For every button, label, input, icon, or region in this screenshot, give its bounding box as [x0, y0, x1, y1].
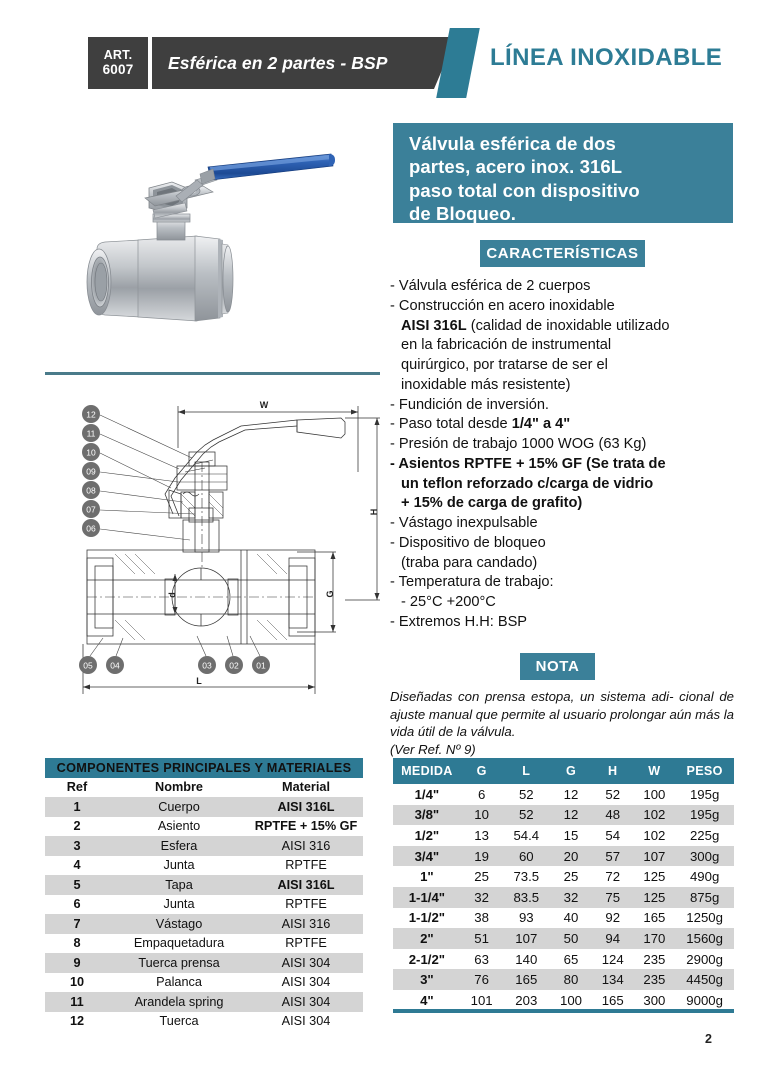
cell-material: RPTFE	[249, 856, 363, 876]
cell-w: 100	[634, 784, 676, 805]
table-row	[45, 797, 363, 817]
callout-03	[197, 636, 216, 674]
cell-ref: 3	[45, 836, 109, 856]
article-badge	[88, 37, 148, 89]
cell-nombre: Empaquetadura	[109, 934, 249, 954]
cell-material: AISI 304	[249, 953, 363, 973]
feature-item-2	[390, 317, 740, 337]
cell-g2: 25	[550, 866, 592, 887]
col-nombre: Nombre	[109, 778, 249, 798]
cell-ref: 8	[45, 934, 109, 954]
feature-text-9: - Asientos RPTFE + 15% GF (Se trata de	[390, 455, 666, 472]
cell-g1: 6	[461, 784, 503, 805]
cell-nombre: Esfera	[109, 836, 249, 856]
hero-line-2: partes, acero inox. 316L	[409, 156, 623, 178]
feature-item-3	[390, 336, 740, 356]
table-row	[45, 817, 363, 837]
cell-nombre: Tuerca prensa	[109, 953, 249, 973]
features-list	[390, 277, 740, 633]
table-row	[45, 875, 363, 895]
cell-medida: 1/4"	[393, 784, 461, 805]
feature-item-13	[390, 534, 740, 554]
cell-l: 60	[502, 846, 550, 867]
callout-06	[82, 519, 190, 540]
cell-h: 124	[592, 949, 634, 970]
cell-material: AISI 316L	[249, 797, 363, 817]
feature-item-6	[390, 396, 740, 416]
svg-text:d: d	[167, 592, 177, 598]
cell-medida: 1/2"	[393, 825, 461, 846]
cell-h: 48	[592, 805, 634, 826]
cell-l: 73.5	[502, 866, 550, 887]
cell-material: AISI 316	[249, 836, 363, 856]
cell-h: 92	[592, 908, 634, 929]
cell-l: 107	[502, 928, 550, 949]
cell-medida: 2-1/2"	[393, 949, 461, 970]
cell-h: 72	[592, 866, 634, 887]
cell-ref: 2	[45, 817, 109, 837]
cell-nombre: Tuerca	[109, 1012, 249, 1032]
callout-04	[106, 638, 124, 674]
cell-material: AISI 316	[249, 914, 363, 934]
valve-cross-section-drawing	[45, 382, 385, 712]
table-row	[45, 836, 363, 856]
cell-material: RPTFE	[249, 895, 363, 915]
article-label: ART.	[103, 48, 133, 63]
table-row	[45, 895, 363, 915]
svg-text:H: H	[369, 508, 379, 516]
table-row	[393, 887, 734, 908]
cell-nombre: Tapa	[109, 875, 249, 895]
cell-h: 94	[592, 928, 634, 949]
cell-l: 203	[502, 990, 550, 1011]
feature-item-16	[390, 593, 740, 613]
measures-table-header-row	[393, 758, 734, 784]
svg-text:W: W	[259, 400, 269, 410]
nota-line-4: (Ver Ref. Nº 9)	[390, 741, 476, 757]
svg-text:09: 09	[86, 466, 96, 477]
feature-text-4: quirúrgico, por tratarse de ser el	[401, 357, 608, 374]
cell-nombre: Junta	[109, 895, 249, 915]
measures-table-footer-rule	[393, 1009, 734, 1013]
feature-text-16: - 25°C +200°C	[401, 594, 496, 611]
callout-09	[82, 462, 178, 482]
cell-g2: 12	[550, 805, 592, 826]
hero-description-box	[393, 123, 733, 223]
cell-ref: 11	[45, 992, 109, 1012]
hero-line-1: Válvula esférica de dos	[409, 133, 616, 154]
product-title-bar	[152, 37, 434, 89]
table-row	[393, 825, 734, 846]
table-row	[393, 928, 734, 949]
cell-g1: 10	[461, 805, 503, 826]
table-row	[393, 990, 734, 1011]
col-g2: G	[550, 758, 592, 784]
cell-l: 54.4	[502, 825, 550, 846]
svg-text:L: L	[196, 676, 202, 686]
cell-g2: 65	[550, 949, 592, 970]
feature-item-15	[390, 573, 740, 593]
cell-g1: 76	[461, 969, 503, 990]
feature-text-14: (traba para candado)	[401, 554, 538, 571]
hero-line-3: paso total con dispositivo	[409, 179, 640, 201]
nota-text	[390, 688, 734, 758]
col-peso: PESO	[675, 758, 734, 784]
svg-text:04: 04	[110, 660, 120, 671]
cell-nombre: Vástago	[109, 914, 249, 934]
cell-peso: 195g	[675, 784, 734, 805]
cell-l: 93	[502, 908, 550, 929]
table-row	[45, 856, 363, 876]
product-photo	[45, 118, 385, 343]
feature-item-12	[390, 514, 740, 534]
svg-text:06: 06	[86, 523, 96, 534]
col-w: W	[634, 758, 676, 784]
cell-g2: 32	[550, 887, 592, 908]
cell-g2: 50	[550, 928, 592, 949]
cell-g1: 63	[461, 949, 503, 970]
table-row	[45, 914, 363, 934]
table-row	[393, 908, 734, 929]
table-row	[45, 973, 363, 993]
cell-nombre: Asiento	[109, 817, 249, 837]
cell-l: 52	[502, 805, 550, 826]
feature-text-10: un teflon reforzado c/carga de vidrio	[401, 475, 654, 492]
feature-item-0	[390, 277, 740, 297]
feature-text-13: - Dispositivo de bloqueo	[390, 534, 546, 551]
feature-text-11: + 15% de carga de grafito)	[401, 495, 583, 512]
feature-item-8	[390, 435, 740, 455]
cell-material: RPTFE	[249, 934, 363, 954]
cell-medida: 1"	[393, 866, 461, 887]
feature-suffix-2: (calidad de inoxidable utilizado	[466, 317, 670, 334]
hero-line-4: de Bloqueo.	[409, 202, 516, 224]
feature-text-15: - Temperatura de trabajo:	[390, 574, 554, 591]
cell-peso: 490g	[675, 866, 734, 887]
measures-table	[393, 758, 734, 1011]
components-table-body	[45, 797, 363, 1031]
cell-ref: 1	[45, 797, 109, 817]
cell-ref: 6	[45, 895, 109, 915]
cell-l: 52	[502, 784, 550, 805]
cell-w: 102	[634, 825, 676, 846]
svg-text:11: 11	[86, 428, 96, 439]
cell-nombre: Arandela spring	[109, 992, 249, 1012]
cell-ref: 12	[45, 1012, 109, 1032]
nota-line-1: Diseñadas con prensa estopa, un sistema adi-	[390, 689, 674, 704]
table-row	[45, 953, 363, 973]
cell-material: AISI 316L	[249, 875, 363, 895]
feature-bold-tail-7: 1/4" a 4"	[511, 416, 571, 433]
cell-h: 134	[592, 969, 634, 990]
cell-h: 75	[592, 887, 634, 908]
cell-nombre: Junta	[109, 856, 249, 876]
cell-material: AISI 304	[249, 973, 363, 993]
cell-w: 125	[634, 866, 676, 887]
svg-text:08: 08	[86, 485, 96, 496]
svg-text:10: 10	[86, 447, 96, 458]
col-medida: MEDIDA	[393, 758, 461, 784]
table-row	[393, 784, 734, 805]
nota-heading: NOTA	[520, 653, 595, 680]
cell-w: 235	[634, 949, 676, 970]
article-number: 6007	[102, 62, 134, 78]
cell-medida: 4"	[393, 990, 461, 1011]
feature-item-14	[390, 554, 740, 574]
cell-g2: 40	[550, 908, 592, 929]
cell-peso: 2900g	[675, 949, 734, 970]
cell-w: 165	[634, 908, 676, 929]
callout-02	[225, 636, 243, 674]
cell-nombre: Cuerpo	[109, 797, 249, 817]
cell-w: 102	[634, 805, 676, 826]
svg-text:12: 12	[86, 409, 96, 420]
cell-peso: 1250g	[675, 908, 734, 929]
cell-medida: 1-1/2"	[393, 908, 461, 929]
feature-text-2: AISI 316L	[401, 317, 467, 334]
table-row	[393, 949, 734, 970]
cell-w: 235	[634, 969, 676, 990]
caracteristicas-heading: CARACTERÍSTICAS	[480, 240, 645, 267]
cell-peso: 1560g	[675, 928, 734, 949]
cell-w: 107	[634, 846, 676, 867]
cell-peso: 4450g	[675, 969, 734, 990]
table-row	[393, 846, 734, 867]
cell-l: 165	[502, 969, 550, 990]
cell-ref: 9	[45, 953, 109, 973]
table-row	[393, 969, 734, 990]
svg-text:03: 03	[202, 660, 212, 671]
cell-medida: 1-1/4"	[393, 887, 461, 908]
ball-valve-photo-illustration	[45, 118, 385, 343]
svg-text:01: 01	[256, 660, 266, 671]
feature-text-17: - Extremos H.H: BSP	[390, 614, 528, 631]
cell-ref: 10	[45, 973, 109, 993]
svg-text:G: G	[325, 590, 335, 598]
feature-text-5: inoxidable más resistente)	[401, 376, 571, 393]
components-table	[45, 758, 363, 1031]
callout-07	[82, 500, 195, 518]
page-number: 2	[705, 1032, 712, 1046]
nota-line-3: prolongar aún más la vida útil de la válvula.	[390, 706, 734, 740]
cell-material: AISI 304	[249, 1012, 363, 1032]
col-l: L	[502, 758, 550, 784]
feature-item-4	[390, 356, 740, 376]
feature-text-1: - Construcción en acero inoxidable	[390, 297, 615, 314]
components-table-title: COMPONENTES PRINCIPALES Y MATERIALES	[45, 758, 363, 778]
cell-medida: 3"	[393, 969, 461, 990]
feature-item-17	[390, 613, 740, 633]
cell-g2: 12	[550, 784, 592, 805]
cell-w: 125	[634, 887, 676, 908]
feature-text-8: - Presión de trabajo 1000 WOG (63 Kg)	[390, 436, 647, 453]
cell-g1: 19	[461, 846, 503, 867]
cell-peso: 300g	[675, 846, 734, 867]
measures-table-body	[393, 784, 734, 1011]
technical-drawing	[45, 382, 385, 712]
cell-g1: 51	[461, 928, 503, 949]
svg-text:02: 02	[229, 660, 239, 671]
callout-01	[250, 636, 270, 674]
feature-text-0: - Válvula esférica de 2 cuerpos	[390, 278, 591, 294]
cell-ref: 7	[45, 914, 109, 934]
feature-item-10	[390, 475, 740, 495]
nota-line-2: cional de ajuste manual que permite al usuario	[390, 689, 734, 722]
table-row	[45, 992, 363, 1012]
cell-medida: 2"	[393, 928, 461, 949]
page-header	[0, 0, 763, 100]
table-row	[393, 805, 734, 826]
feature-item-7	[390, 415, 740, 435]
feature-text-6: - Fundición de inversión.	[390, 396, 549, 413]
cell-h: 52	[592, 784, 634, 805]
cell-h: 54	[592, 825, 634, 846]
feature-item-5	[390, 376, 740, 396]
cell-g2: 15	[550, 825, 592, 846]
cell-h: 57	[592, 846, 634, 867]
product-title: Esférica en 2 partes - BSP	[168, 52, 388, 73]
cell-peso: 195g	[675, 805, 734, 826]
cell-peso: 225g	[675, 825, 734, 846]
callout-05	[79, 638, 103, 674]
table-row	[45, 1012, 363, 1032]
table-row	[393, 866, 734, 887]
cell-peso: 9000g	[675, 990, 734, 1011]
col-h: H	[592, 758, 634, 784]
table-row	[45, 934, 363, 954]
cell-material: RPTFE + 15% GF	[249, 817, 363, 837]
col-g1: G	[461, 758, 503, 784]
cell-g2: 20	[550, 846, 592, 867]
cell-ref: 5	[45, 875, 109, 895]
cell-g1: 38	[461, 908, 503, 929]
components-table-header-row	[45, 778, 363, 798]
feature-item-9	[390, 455, 740, 475]
feature-text-7: - Paso total desde	[390, 416, 512, 433]
svg-text:05: 05	[83, 660, 93, 671]
cell-w: 300	[634, 990, 676, 1011]
cell-l: 83.5	[502, 887, 550, 908]
cell-w: 170	[634, 928, 676, 949]
cell-g2: 100	[550, 990, 592, 1011]
line-title: LÍNEA INOXIDABLE	[490, 44, 723, 71]
cell-nombre: Palanca	[109, 973, 249, 993]
feature-item-11	[390, 494, 740, 514]
cell-medida: 3/8"	[393, 805, 461, 826]
feature-item-1	[390, 297, 740, 317]
cell-h: 165	[592, 990, 634, 1011]
cell-g1: 32	[461, 887, 503, 908]
cell-ref: 4	[45, 856, 109, 876]
svg-text:07: 07	[86, 504, 96, 515]
cell-peso: 875g	[675, 887, 734, 908]
cell-medida: 3/4"	[393, 846, 461, 867]
cell-g1: 25	[461, 866, 503, 887]
col-material: Material	[249, 778, 363, 798]
cell-g2: 80	[550, 969, 592, 990]
cell-material: AISI 304	[249, 992, 363, 1012]
feature-text-12: - Vástago inexpulsable	[390, 515, 538, 532]
cell-g1: 13	[461, 825, 503, 846]
section-divider	[45, 372, 380, 375]
col-ref: Ref	[45, 778, 109, 798]
cell-l: 140	[502, 949, 550, 970]
callout-08	[82, 481, 183, 502]
cell-g1: 101	[461, 990, 503, 1011]
feature-text-3: en la fabricación de instrumental	[401, 337, 612, 354]
